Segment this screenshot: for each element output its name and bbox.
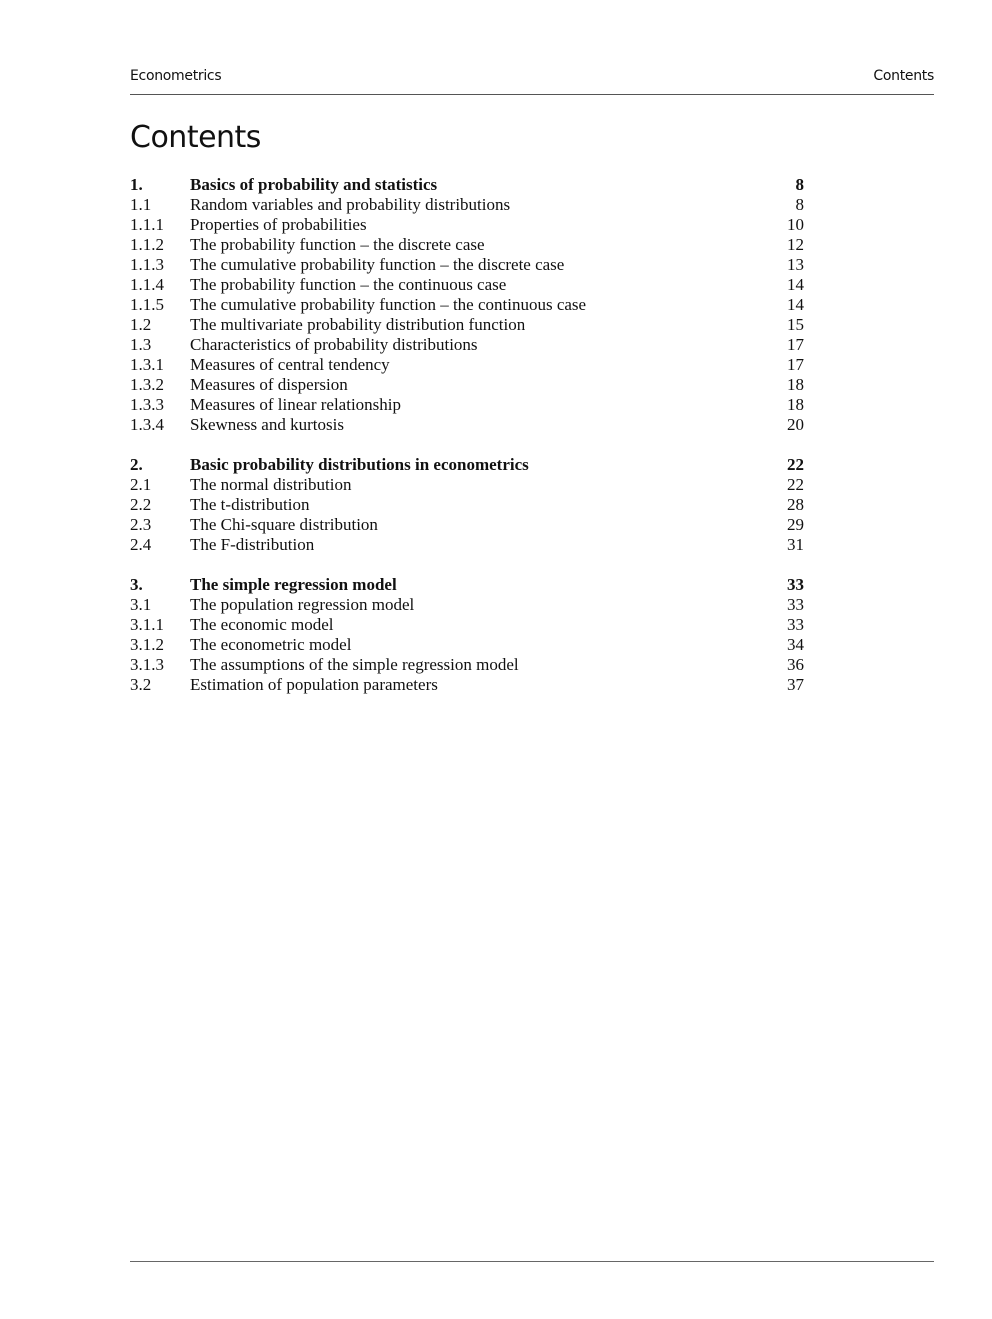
toc-entry[interactable]: [130, 355, 804, 375]
toc-entry-title: The probability function – the continuous case: [190, 275, 507, 294]
toc-chapter-entry[interactable]: [130, 575, 804, 595]
toc-entry-page: 18: [787, 395, 804, 414]
running-header: [130, 68, 934, 95]
toc-entry-page: 8: [795, 175, 804, 194]
toc-entry[interactable]: [130, 515, 804, 535]
toc-entry-number: 1.1.5: [130, 295, 164, 314]
toc-entry-page: 15: [787, 315, 804, 334]
toc-entry-number: 3.: [130, 575, 143, 594]
toc-entry-title: The Chi-square distribution: [190, 515, 378, 534]
toc-entry-number: 1.3.2: [130, 375, 164, 394]
toc-entry-page: 22: [787, 455, 804, 474]
toc-entry-number: 3.1.3: [130, 655, 164, 674]
toc-entry[interactable]: [130, 675, 804, 695]
toc-entry-title: Basic probability distributions in econometrics: [190, 455, 529, 474]
toc-entry-number: 2.3: [130, 515, 152, 534]
toc-entry[interactable]: [130, 475, 804, 495]
toc-entry-page: 34: [787, 635, 804, 654]
toc-entry[interactable]: [130, 415, 804, 435]
toc-entry-number: 1.1.3: [130, 255, 164, 274]
toc-entry-number: 2.4: [130, 535, 152, 554]
toc-entry[interactable]: [130, 235, 804, 255]
toc-entry-title: The multivariate probability distribution function: [190, 315, 526, 334]
page-title: Contents: [130, 120, 261, 155]
toc-entry-number: 3.1: [130, 595, 152, 614]
toc-entry[interactable]: [130, 295, 804, 315]
header-book-title: Econometrics: [130, 68, 222, 84]
toc-entry-title: Estimation of population parameters: [190, 675, 438, 694]
toc-entry-number: 2.2: [130, 495, 152, 514]
toc-entry-number: 3.1.2: [130, 635, 164, 654]
toc-entry-number: 1.1.4: [130, 275, 164, 294]
toc-entry-title: Properties of probabilities: [190, 215, 367, 234]
toc-entry-page: 20: [787, 415, 804, 434]
toc-entry[interactable]: [130, 315, 804, 335]
toc-entry-page: 37: [787, 675, 804, 694]
toc-entry[interactable]: [130, 635, 804, 655]
toc-entry-page: 33: [787, 595, 804, 614]
toc-entry[interactable]: [130, 255, 804, 275]
toc-entry-number: 3.1.1: [130, 615, 164, 634]
footer-rule: [130, 1261, 934, 1262]
toc-entry-page: 17: [787, 335, 804, 354]
toc-entry-title: The simple regression model: [190, 575, 397, 594]
toc-entry-title: The population regression model: [190, 595, 415, 614]
toc-entry-title: The assumptions of the simple regression model: [190, 655, 519, 674]
toc-entry-number: 2.1: [130, 475, 152, 494]
toc-entry-page: 33: [787, 575, 804, 594]
toc-entry-number: 1.3.1: [130, 355, 164, 374]
header-section-title: Contents: [873, 68, 934, 84]
toc-entry-page: 33: [787, 615, 804, 634]
table-of-contents: [130, 175, 804, 715]
toc-entry-page: 31: [787, 535, 804, 554]
toc-entry[interactable]: [130, 495, 804, 515]
toc-entry[interactable]: [130, 395, 804, 415]
toc-entry[interactable]: [130, 535, 804, 555]
toc-entry-page: 14: [787, 295, 804, 314]
toc-entry-page: 8: [795, 195, 804, 214]
toc-entry-title: Basics of probability and statistics: [190, 175, 438, 194]
toc-entry-number: 1.3: [130, 335, 152, 354]
toc-entry-number: 1.1: [130, 195, 152, 214]
toc-entry-title: Measures of dispersion: [190, 375, 348, 394]
toc-entry-title: Skewness and kurtosis: [190, 415, 344, 434]
toc-entry-title: Random variables and probability distributions: [190, 195, 511, 214]
toc-entry-number: 1.1.2: [130, 235, 164, 254]
toc-entry[interactable]: [130, 275, 804, 295]
toc-entry[interactable]: [130, 335, 804, 355]
toc-chapter-entry[interactable]: [130, 175, 804, 195]
toc-entry-number: 1.3.3: [130, 395, 164, 414]
toc-section: [130, 175, 804, 435]
toc-entry-page: 36: [787, 655, 804, 674]
toc-entry-page: 28: [787, 495, 804, 514]
toc-entry-page: 22: [787, 475, 804, 494]
toc-entry-title: The probability function – the discrete case: [190, 235, 485, 254]
toc-entry-page: 14: [787, 275, 804, 294]
toc-entry-number: 2.: [130, 455, 143, 474]
toc-entry-page: 18: [787, 375, 804, 394]
toc-entry-title: The economic model: [190, 615, 334, 634]
toc-entry-number: 3.2: [130, 675, 152, 694]
toc-chapter-entry[interactable]: [130, 455, 804, 475]
toc-entry[interactable]: [130, 615, 804, 635]
toc-entry[interactable]: [130, 215, 804, 235]
toc-section: [130, 455, 804, 555]
toc-entry-title: The F-distribution: [190, 535, 315, 554]
toc-entry-title: Measures of central tendency: [190, 355, 390, 374]
toc-entry-title: The cumulative probability function – the continuous case: [190, 295, 587, 314]
toc-entry[interactable]: [130, 375, 804, 395]
toc-entry-number: 1.1.1: [130, 215, 164, 234]
toc-entry[interactable]: [130, 595, 804, 615]
toc-section: [130, 575, 804, 695]
toc-entry-title: The normal distribution: [190, 475, 352, 494]
toc-entry[interactable]: [130, 195, 804, 215]
toc-entry-page: 10: [787, 215, 804, 234]
toc-entry-title: The cumulative probability function – the discrete case: [190, 255, 565, 274]
toc-entry-number: 1.3.4: [130, 415, 164, 434]
toc-entry-number: 1.: [130, 175, 143, 194]
toc-entry-page: 29: [787, 515, 804, 534]
toc-entry-title: The t-distribution: [190, 495, 310, 514]
toc-entry-title: Measures of linear relationship: [190, 395, 402, 414]
toc-entry[interactable]: [130, 655, 804, 675]
toc-entry-title: Characteristics of probability distributions: [190, 335, 478, 354]
toc-entry-page: 13: [787, 255, 804, 274]
toc-entry-title: The econometric model: [190, 635, 352, 654]
toc-entry-page: 17: [787, 355, 804, 374]
toc-entry-number: 1.2: [130, 315, 152, 334]
toc-entry-page: 12: [787, 235, 804, 254]
